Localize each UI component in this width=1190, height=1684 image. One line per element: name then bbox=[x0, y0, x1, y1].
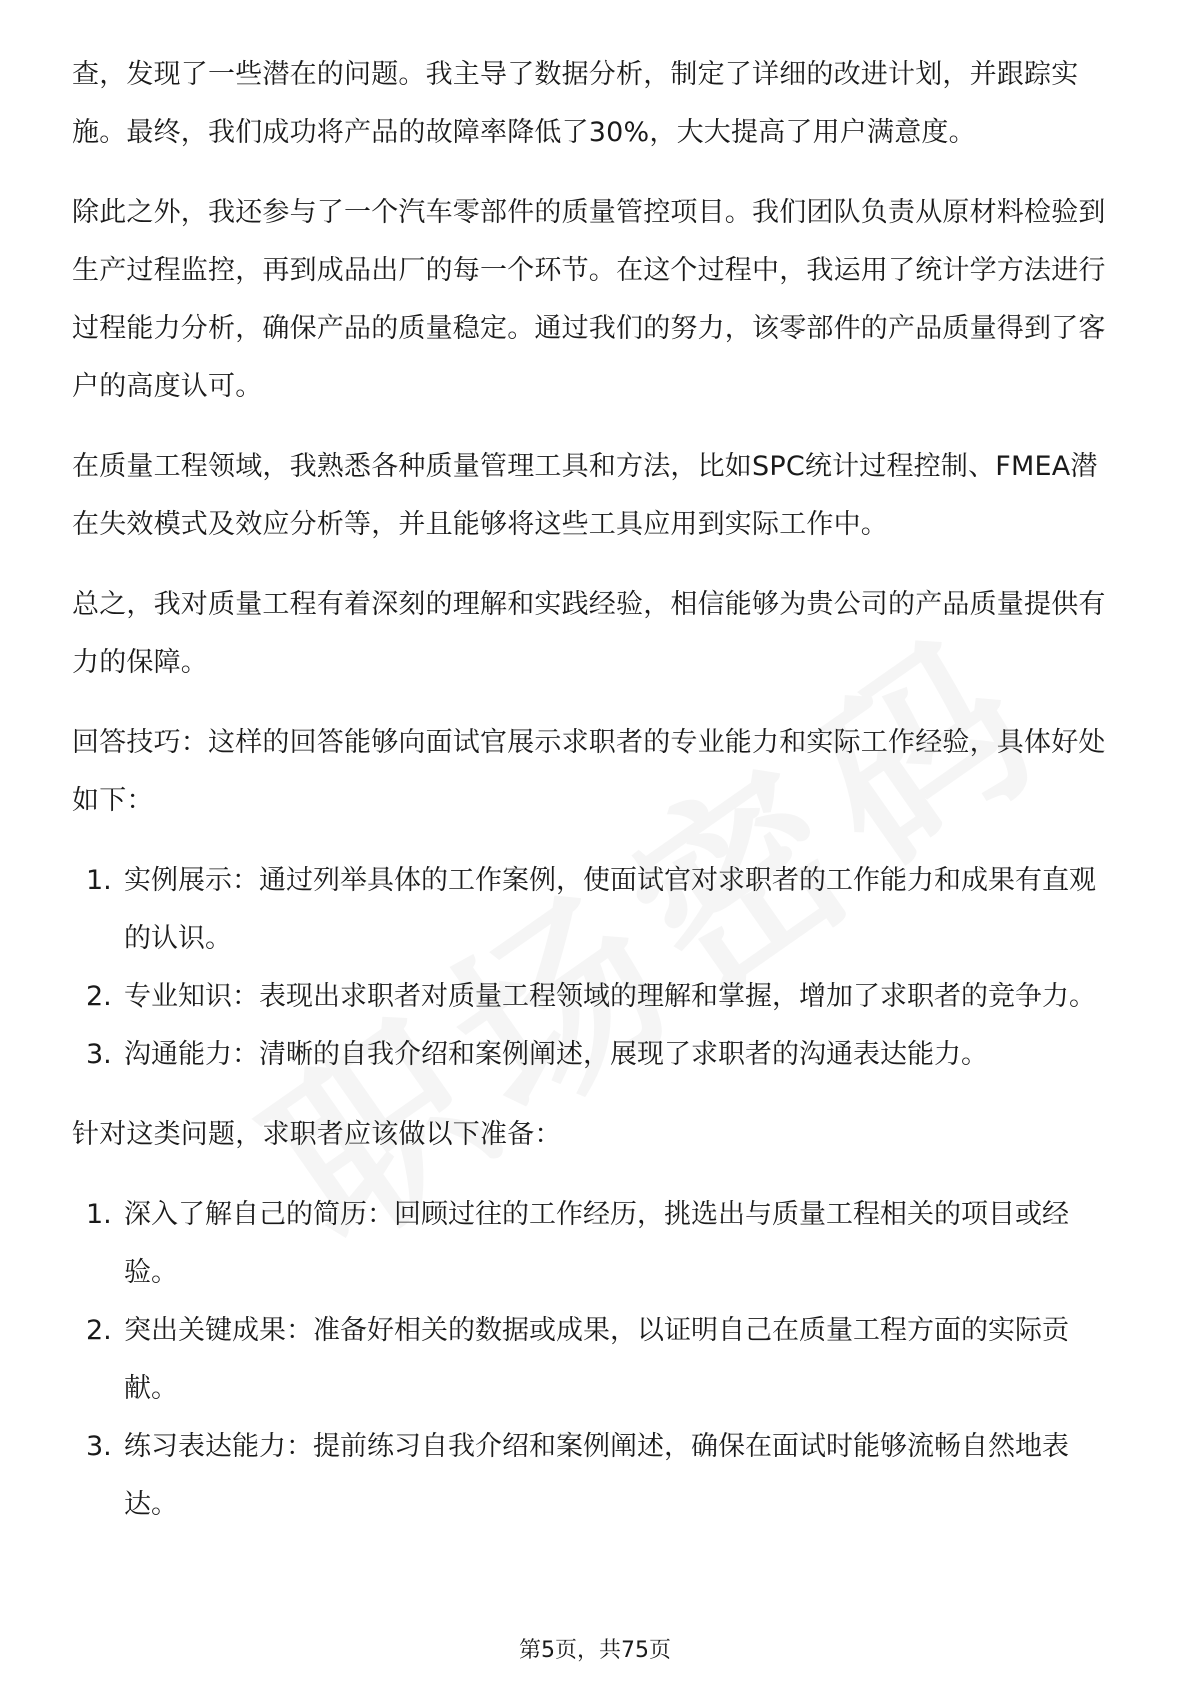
list-item bbox=[72, 1186, 1118, 1302]
document-body bbox=[72, 46, 1118, 1556]
list-item bbox=[72, 1026, 1118, 1084]
list-number: 2. bbox=[86, 1315, 112, 1346]
paragraph-summary: 总之，我对质量工程有着深刻的理解和实践经验，相信能够为贵公司的产品质量提供有力的保障。 bbox=[72, 589, 1106, 678]
list-item bbox=[72, 852, 1118, 968]
list-number: 1. bbox=[86, 865, 112, 896]
list-item-text: 专业知识：表现出求职者对质量工程领域的理解和掌握，增加了求职者的竞争力。 bbox=[124, 981, 1096, 1012]
list-item-text: 深入了解自己的简历：回顾过往的工作经历，挑选出与质量工程相关的项目或经验。 bbox=[124, 1199, 1069, 1288]
list-number: 2. bbox=[86, 981, 112, 1012]
list-item-text: 练习表达能力：提前练习自我介绍和案例阐述，确保在面试时能够流畅自然地表达。 bbox=[124, 1431, 1069, 1520]
benefits-list bbox=[72, 852, 1118, 1084]
paragraph-intro-continuation: 查，发现了一些潜在的问题。我主导了数据分析，制定了详细的改进计划，并跟踪实施。最终，我们成功将产品的故障率降低了30%，大大提高了用户满意度。 bbox=[72, 59, 1079, 148]
prep-list bbox=[72, 1186, 1118, 1534]
list-item-text: 突出关键成果：准备好相关的数据或成果，以证明自己在质量工程方面的实际贡献。 bbox=[124, 1315, 1069, 1404]
list-item bbox=[72, 1418, 1118, 1534]
paragraph-quality-tools: 在质量工程领域，我熟悉各种质量管理工具和方法，比如SPC统计过程控制、FMEA潜在失效模式及效应分析等，并且能够将这些工具应用到实际工作中。 bbox=[72, 451, 1098, 540]
list-number: 3. bbox=[86, 1431, 112, 1462]
list-item-text: 沟通能力：清晰的自我介绍和案例阐述，展现了求职者的沟通表达能力。 bbox=[124, 1039, 988, 1070]
list-number: 1. bbox=[86, 1199, 112, 1230]
paragraph-answer-tips: 回答技巧：这样的回答能够向面试官展示求职者的专业能力和实际工作经验，具体好处如下： bbox=[72, 727, 1106, 816]
list-item bbox=[72, 968, 1118, 1026]
list-number: 3. bbox=[86, 1039, 112, 1070]
list-item bbox=[72, 1302, 1118, 1418]
paragraph-auto-parts-project: 除此之外，我还参与了一个汽车零部件的质量管控项目。我们团队负责从原材料检验到生产过程监控，再到成品出厂的每一个环节。在这个过程中，我运用了统计学方法进行过程能力分析，确保产品的质量稳定。通过我们的努力，该零部件的产品质量得到了客户的高度认可。 bbox=[72, 197, 1106, 402]
list-item-text: 实例展示：通过列举具体的工作案例，使面试官对求职者的工作能力和成果有直观的认识。 bbox=[124, 865, 1096, 954]
paragraph-prep-intro: 针对这类问题，求职者应该做以下准备： bbox=[72, 1119, 562, 1150]
page-number-footer: 第5页，共75页 bbox=[519, 1638, 671, 1663]
